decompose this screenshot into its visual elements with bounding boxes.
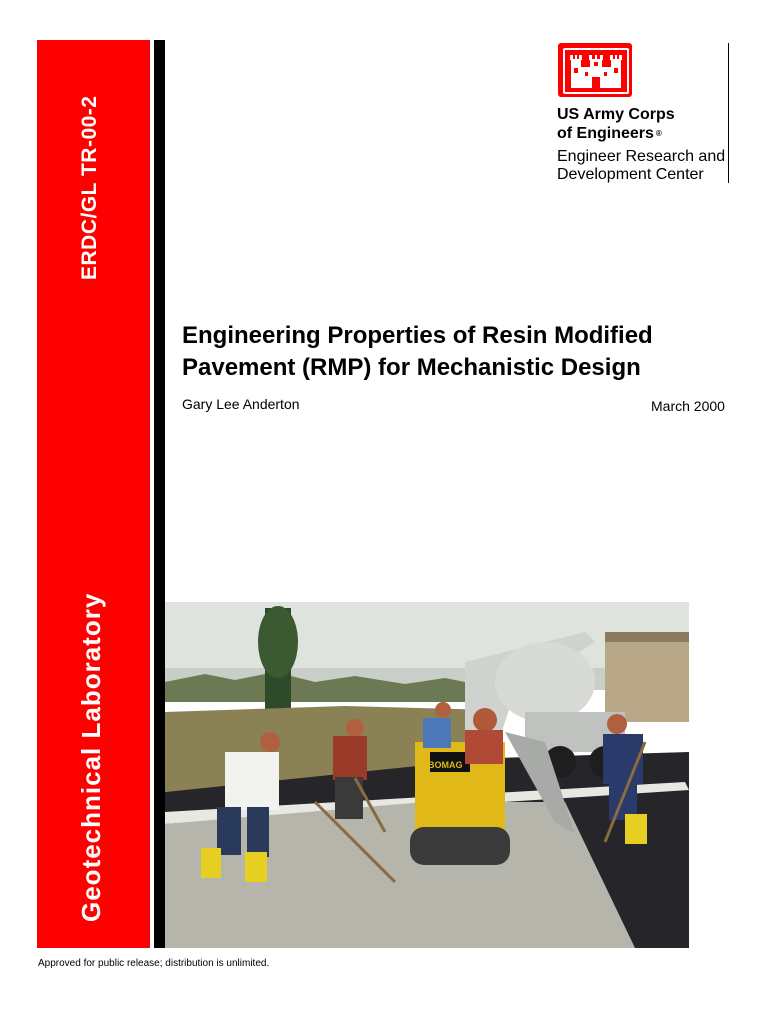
- org-center-line1: Engineer Research and: [557, 148, 726, 165]
- report-date: March 2000: [651, 398, 725, 414]
- logo-divider-line: [728, 43, 729, 183]
- report-title-line2: Pavement (RMP) for Mechanistic Design: [182, 354, 641, 381]
- corps-castle-logo: [558, 43, 632, 97]
- report-author: Gary Lee Anderton: [182, 396, 300, 412]
- distribution-statement: Approved for public release; distribution is unlimited.: [38, 958, 270, 969]
- report-number: ERDC/GL TR-00-2: [78, 95, 101, 280]
- org-center-line2: Development Center: [557, 166, 704, 183]
- roller-brand-label: BOMAG: [428, 760, 463, 770]
- cover-photo-paving-crew: [165, 602, 689, 948]
- laboratory-name: Geotechnical Laboratory: [76, 592, 106, 922]
- black-side-stripe: [154, 40, 165, 948]
- castle-icon: [565, 50, 627, 92]
- report-title: [182, 320, 742, 384]
- org-name-line1: US Army Corps: [557, 106, 675, 123]
- paving-scene-illustration: [165, 602, 689, 948]
- org-name-line2: [557, 125, 662, 143]
- logo-frame: [563, 48, 629, 94]
- org-name-line2-text: of Engineers: [557, 125, 654, 142]
- report-title-line1: Engineering Properties of Resin Modified: [182, 322, 653, 349]
- registered-mark: ®: [655, 129, 662, 139]
